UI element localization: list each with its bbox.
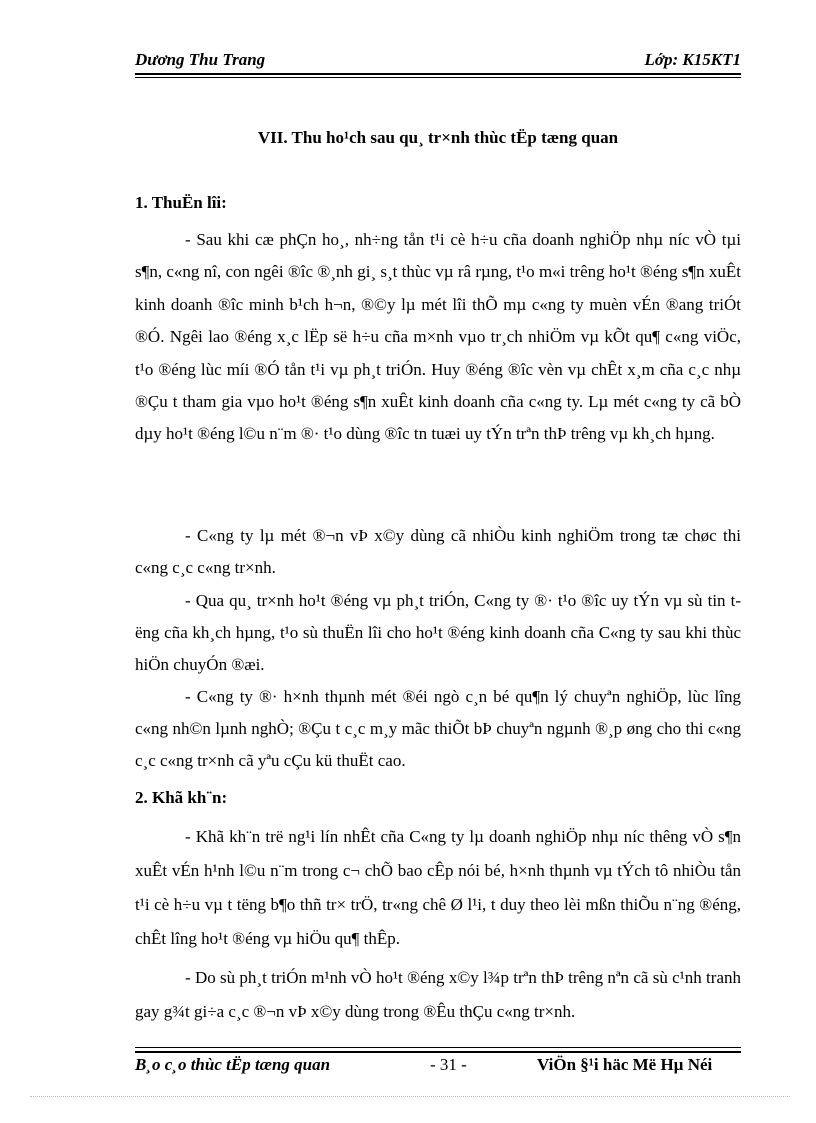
disadvantages-paragraph-1: - Khã kh¨n trë ng¹i lín nhÊt cña C«ng ty lµ doanh nghiÖp nhµ níc thêng vÒ s¶n xuÊt vÉn h¹nh l©u n¨m trong c¬ chÕ bao cÊp nói bé, h×nh thµnh vµ tÝch tô nhiÒu tån t¹i cè h÷u vµ t tëng b¶o thñ tr× trÖ, tr«ng chê Ø l¹i, t duy theo lèi mßn thiÕu n¨ng ®éng, chÊt lîng ho¹t ®éng vµ hiÖu qu¶ thÊp.	[135, 827, 741, 948]
disadvantages-paragraph-2: - Do sù ph¸t triÓn m¹nh vÒ ho¹t ®éng x©y l¾p trªn thÞ trêng nªn cã sù c¹nh tranh gay g¾t gi÷a c¸c ®¬n vÞ x©y dùng trong ®Êu thÇu c«ng tr×nh.	[135, 968, 741, 1021]
page-break-line	[30, 1096, 790, 1097]
header-rule	[135, 73, 741, 75]
header-rule-thin	[135, 77, 741, 78]
advantages-paragraph-2: - C«ng ty lµ mét ®¬n vÞ x©y dùng cã nhiÒu kinh nghiÖm trong tæ chøc thi c«ng c¸c c«ng tr×nh.	[135, 526, 741, 577]
advantages-heading: 1. ThuËn lîi:	[135, 193, 227, 212]
header-class-label: Lớp: K15KT1	[644, 50, 741, 69]
footer-report-title: B¸o c¸o thùc tËp tæng quan	[135, 1055, 331, 1074]
footer-page-number: - 31 -	[430, 1055, 467, 1074]
advantages-paragraph-3: - Qua qu¸ tr×nh ho¹t ®éng vµ ph¸t triÓn, C«ng ty ®· t¹o ®îc uy tÝn vµ sù tin tëng cña kh¸ch hµng, t¹o sù thuËn lîi cho ho¹t ®éng kinh doanh cña C«ng ty sau khi thùc hiÖn chuyÓn ®æi.	[135, 591, 741, 674]
header-author: Dương Thu Trang	[135, 50, 266, 69]
section-title: VII. Thu ho¹ch sau qu¸ tr×nh thùc tËp tæng quan	[257, 128, 619, 147]
disadvantages-heading: 2. Khã kh¨n:	[135, 788, 228, 807]
advantages-paragraph-4: - C«ng ty ®· h×nh thµnh mét ®éi ngò c¸n bé qu¶n lý chuyªn nghiÖp, lùc lîng c«ng nh©n lµnh nghÒ; ®Çu t c¸c m¸y mãc thiÕt bÞ chuyªn ngµnh ®¸p øng cho thi c«ng c¸c c«ng tr×nh cã yªu cÇu kü thuËt cao.	[135, 687, 741, 770]
advantages-paragraph-1: - Sau khi cæ phÇn ho¸, nh÷ng tån t¹i cè h÷u cña doanh nghiÖp nhµ níc vÒ tµi s¶n, c«ng nî, con ngêi ®îc ®¸nh gi¸ s¸t thùc vµ râ rµng, t¹o m«i trêng ho¹t ®éng s¶n xuÊt kinh doanh ®îc minh b¹ch h¬n, ®©y lµ mét lîi thÕ mµ c«ng ty muèn vÉn ®ang triÓt ®Ó. Ngêi lao ®éng x¸c lËp së h÷u cña m×nh vµo tr¸ch nhiÖm vµ kÕt qu¶ c«ng viÖc, t¹o ®éng lùc míi ®Ó tån t¹i vµ ph¸t triÓn. Huy ®éng ®îc vèn vµ chÊt x¸m cña c¸c nhµ ®Çu t tham gia vµo ho¹t ®éng s¶n xuÊt kinh doanh cña c«ng ty. Lµ mét c«ng ty cã bÒ dµy ho¹t ®éng l©u n¨m ®· t¹o dùng ®îc tn tuæi uy tÝn trªn thÞ trêng vµ kh¸ch hµng.	[135, 230, 741, 444]
footer-school: ViÖn §¹i häc Më Hµ Néi	[537, 1055, 713, 1074]
footer-rule	[135, 1051, 741, 1053]
footer-rule-thin	[135, 1047, 741, 1048]
